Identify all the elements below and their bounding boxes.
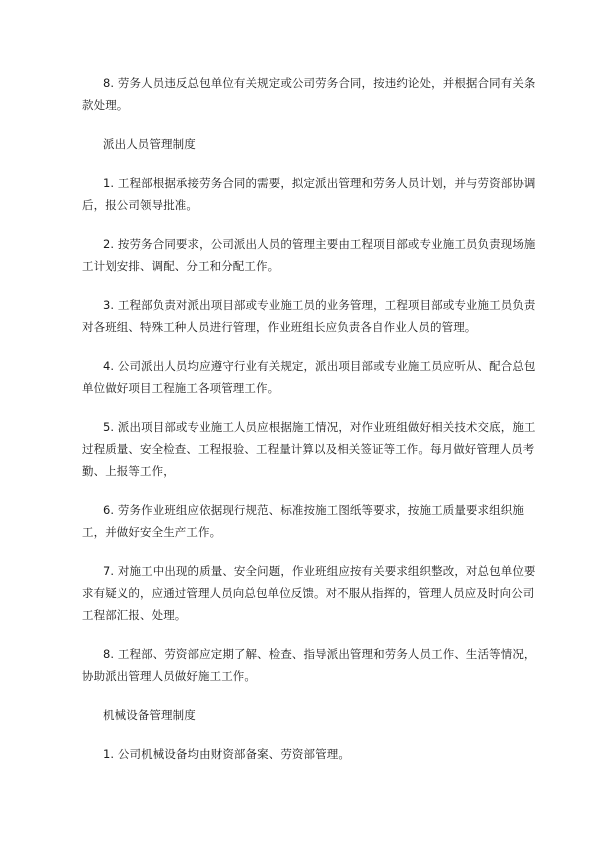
paragraph-dispatch-item-4: 4. 公司派出人员均应遵守行业有关规定，派出项目部或专业施工员应听从、配合总包单位做好项目工程施工各项管理工作。 bbox=[82, 359, 536, 395]
paragraph-labor-violation: 8. 劳务人员违反总包单位有关规定或公司劳务合同，按违约论处，并根据合同有关条款处理。 bbox=[82, 76, 536, 112]
section-heading-dispatched-personnel: 派出人员管理制度 bbox=[103, 137, 196, 151]
paragraph-dispatch-item-3: 3. 工程部负责对派出项目部或专业施工员的业务管理，工程项目部或专业施工员负责对各班组、特殊工种人员进行管理，作业班组长应负责各自作业人员的管理。 bbox=[82, 298, 536, 334]
section-heading-machinery: 机械设备管理制度 bbox=[103, 708, 196, 722]
paragraph-dispatch-item-2: 2. 按劳务合同要求，公司派出人员的管理主要由工程项目部或专业施工员负责现场施工计划安排、调配、分工和分配工作。 bbox=[82, 237, 536, 273]
paragraph-dispatch-item-7: 7. 对施工中出现的质量、安全问题，作业班组应按有关要求组织整改，对总包单位要求有疑义的，应通过管理人员向总包单位反馈。对不服从指挥的，管理人员应及时向公司工程部汇报、处理。 bbox=[82, 564, 536, 622]
paragraph-dispatch-item-1: 1. 工程部根据承接劳务合同的需要，拟定派出管理和劳务人员计划，并与劳资部协调后，报公司领导批准。 bbox=[82, 176, 536, 212]
paragraph-dispatch-item-6: 6. 劳务作业班组应依据现行规范、标准按施工图纸等要求，按施工质量要求组织施工，并做好安全生产工作。 bbox=[82, 503, 524, 539]
paragraph-dispatch-item-5: 5. 派出项目部或专业施工人员应根据施工情况，对作业班组做好相关技术交底，施工过程质量、安全检查、工程报验、工程量计算以及相关签证等工作。每月做好管理人员考勤、上报等工作， bbox=[82, 420, 536, 478]
paragraph-machinery-item-1: 1. 公司机械设备均由财资部备案、劳资部管理。 bbox=[103, 747, 350, 761]
paragraph-dispatch-item-8: 8. 工程部、劳资部应定期了解、检查、指导派出管理和劳务人员工作、生活等情况，协助派出管理人员做好施工工作。 bbox=[82, 647, 536, 683]
